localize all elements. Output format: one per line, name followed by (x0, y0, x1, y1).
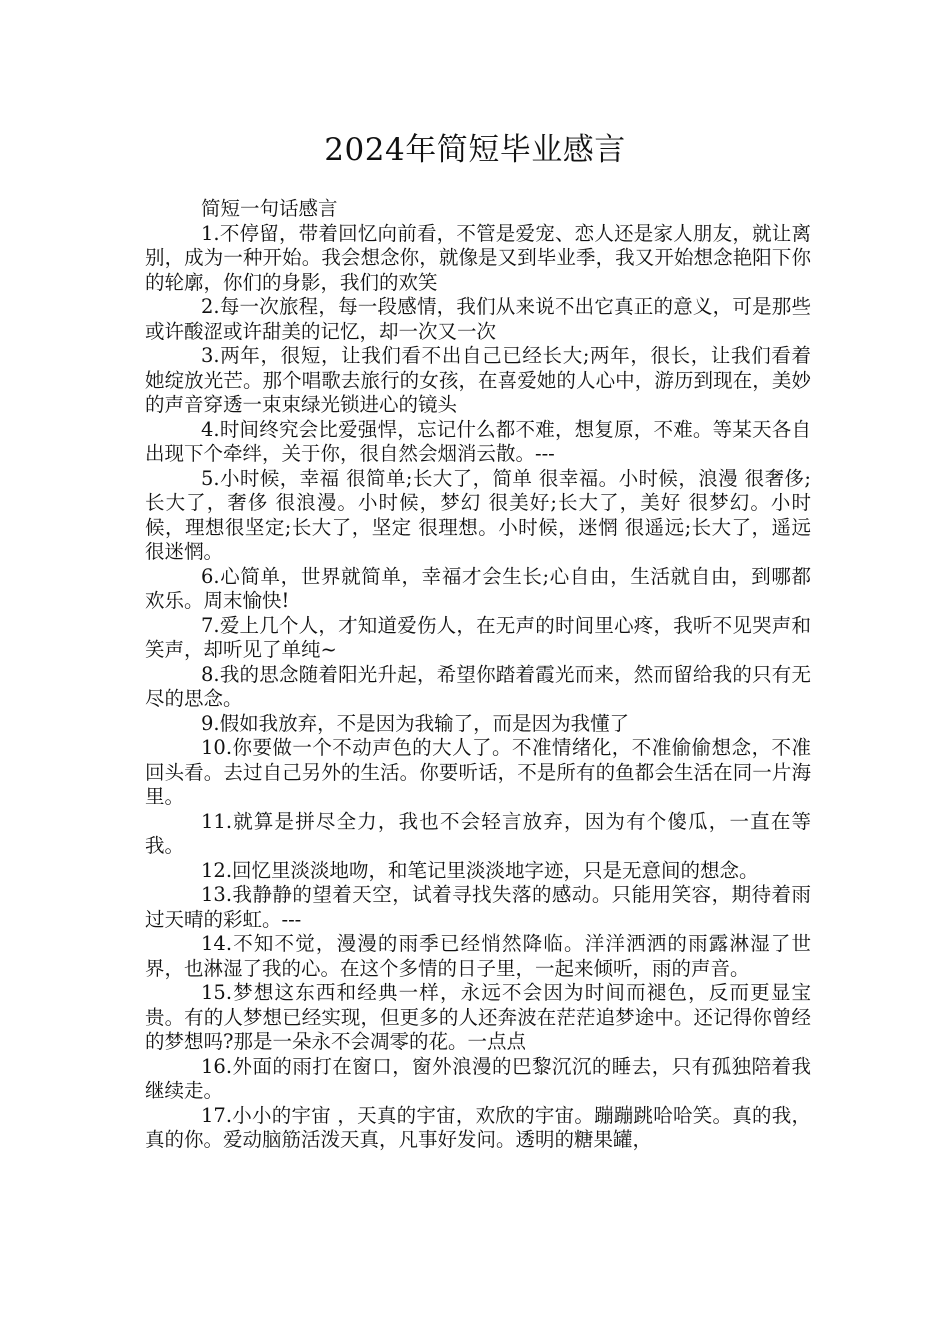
quote-paragraph-4: 4.时间终究会比爱强悍，忘记什么都不难，想复原，不难。等某天各自出现下个牵绊，关于你，很自然会烟消云散。--- (145, 417, 811, 465)
document-title: 2024年简短毕业感言 (324, 132, 626, 168)
quote-paragraph-1: 1.不停留，带着回忆向前看，不管是爱宠、恋人还是家人朋友，就让离别，成为一种开始。我会想念你，就像是又到毕业季，我又开始想念艳阳下你的轮廓，你们的身影，我们的欢笑 (145, 221, 811, 294)
quote-paragraph-10: 10.你要做一个不动声色的大人了。不准情绪化，不准偷偷想念，不准回头看。去过自己另外的生活。你要听话，不是所有的鱼都会生活在同一片海里。 (145, 736, 811, 808)
quote-paragraph-15: 15.梦想这东西和经典一样，永远不会因为时间而褪色，反而更显宝贵。有的人梦想已经实现，但更多的人还奔波在茫茫追梦途中。还记得你曾经的梦想吗?那是一朵永不会凋零的花。一点点 (145, 981, 811, 1053)
quote-paragraph-8: 8.我的思念随着阳光升起，希望你踏着霞光而来，然而留给我的只有无尽的思念。 (145, 662, 811, 710)
quote-paragraph-9: 9.假如我放弃，不是因为我输了，而是因为我懂了 (201, 711, 630, 735)
quote-paragraph-13: 13.我静静的望着天空，试着寻找失落的感动。只能用笑容，期待着雨过天晴的彩虹。--- (145, 883, 811, 931)
quote-paragraph-7: 7.爱上几个人，才知道爱伤人，在无声的时间里心疼，我听不见哭声和笑声，却听见了单纯~ (145, 613, 811, 661)
quote-paragraph-14: 14.不知不觉，漫漫的雨季已经悄然降临。洋洋洒洒的雨露淋湿了世界，也淋湿了我的心。在这个多情的日子里，一起来倾听，雨的声音。 (145, 932, 811, 980)
quote-paragraph-6: 6.心简单，世界就简单，幸福才会生长;心自由，生活就自由，到哪都欢乐。周末愉快! (145, 564, 811, 612)
quote-paragraph-5: 5.小时候，幸福 很简单;长大了，简单 很幸福。小时候，浪漫 很奢侈;长大了，奢侈 很浪漫。小时候，梦幻 很美好;长大了，美好 很梦幻。小时候，理想很坚定;长大了，坚定 很理想。小时候，迷惘 很遥远;长大了，遥远 很迷惘。 (145, 466, 811, 563)
quote-paragraph-17: 17.小小的宇宙 ，天真的宇宙，欢欣的宇宙。蹦蹦跳哈哈笑。真的我，真的你。爱动脑筋活泼天真，凡事好发问。透明的糖果罐， (145, 1103, 811, 1151)
quote-paragraph-12: 12.回忆里淡淡地吻，和笔记里淡淡地字迹，只是无意间的想念。 (201, 858, 759, 882)
section-heading: 简短一句话感言 (201, 197, 338, 220)
quote-paragraph-3: 3.两年，很短，让我们看不出自己已经长大;两年，很长，让我们看着她绽放光芒。那个唱歌去旅行的女孩，在喜爱她的人心中，游历到现在，美妙的声音穿透一束束绿光锁进心的镜头 (145, 344, 811, 416)
quote-paragraph-16: 16.外面的雨打在窗口，窗外浪漫的巴黎沉沉的睡去，只有孤独陪着我继续走。 (145, 1054, 811, 1102)
quote-paragraph-11: 11.就算是拼尽全力，我也不会轻言放弃，因为有个傻瓜，一直在等我。 (145, 809, 811, 857)
quote-paragraph-2: 2.每一次旅程，每一段感情，我们从来说不出它真正的意义，可是那些或许酸涩或许甜美的记忆，却一次又一次 (145, 295, 811, 343)
document-body (145, 197, 811, 1153)
